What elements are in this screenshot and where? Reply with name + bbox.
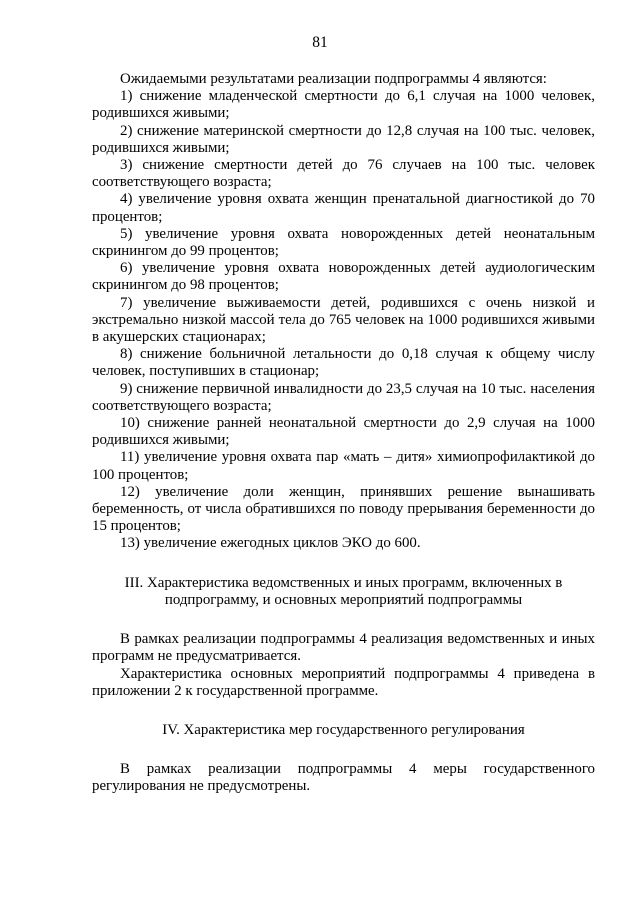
spacer — [92, 553, 595, 575]
result-item-8: 8) снижение больничной летальности до 0,18 случая к общему числу человек, поступивших в стационар; — [92, 346, 595, 380]
result-item-2: 2) снижение материнской смертности до 12,8 случая на 100 тыс. человек, родившихся живыми; — [92, 122, 595, 156]
result-item-13: 13) увеличение ежегодных циклов ЭКО до 600. — [120, 535, 421, 552]
section-4-heading: IV. Характеристика мер государственного регулирования — [162, 721, 525, 738]
spacer — [92, 700, 595, 722]
result-item-11: 11) увеличение уровня охвата пар «мать – дитя» химиопрофилактикой до 100 процентов; — [92, 449, 595, 483]
section-3-paragraph-1: В рамках реализации подпрограммы 4 реализация ведомственных и иных программ не предусматривается. — [92, 631, 595, 665]
result-item-5: 5) увеличение уровня охвата новорожденных детей неонатальным скринингом до 99 процентов; — [92, 225, 595, 260]
section-3-heading: III. Характеристика ведомственных и иных программ, включенных в подпрограмму, и основных мероприятий подпрограммы — [124, 574, 563, 608]
result-item-12: 12) увеличение доли женщин, принявших решение вынашивать беременность, от числа обратившихся по поводу прерывания беременности до 15 процентов; — [92, 483, 595, 535]
result-item-3: 3) снижение смертности детей до 76 случаев на 100 тыс. человек соответствующего возраста; — [92, 157, 595, 191]
result-item-1: 1) снижение младенческой смертности до 6,1 случая на 1000 человек, родившихся живыми; — [92, 88, 595, 122]
result-item-9: 9) снижение первичной инвалидности до 23,5 случая на 10 тыс. населения соответствующего возраста; — [92, 380, 595, 414]
spacer — [92, 609, 595, 631]
result-item-4: 4) увеличение уровня охвата женщин пренатальной диагностикой до 70 процентов; — [92, 191, 595, 225]
intro-paragraph: Ожидаемыми результатами реализации подпрограммы 4 являются: — [120, 71, 547, 87]
spacer — [92, 739, 595, 761]
result-item-6: 6) увеличение уровня охвата новорожденных детей аудиологическим скринингом до 98 процентов; — [92, 260, 595, 294]
document-body — [92, 71, 595, 796]
page-number: 81 — [312, 34, 328, 51]
result-item-10: 10) снижение ранней неонатальной смертности до 2,9 случая на 1000 родившихся живыми; — [92, 415, 595, 449]
result-item-7: 7) увеличение выживаемости детей, родившихся с очень низкой и экстремально низкой массой тела до 765 человек на 1000 родившихся живыми в акушерских стационарах; — [92, 294, 595, 346]
section-4-paragraph-1: В рамках реализации подпрограммы 4 меры государственного регулирования не предусмотрены. — [92, 761, 595, 795]
section-3-paragraph-2: Характеристика основных мероприятий подпрограммы 4 приведена в приложении 2 к государственной программе. — [92, 665, 595, 699]
